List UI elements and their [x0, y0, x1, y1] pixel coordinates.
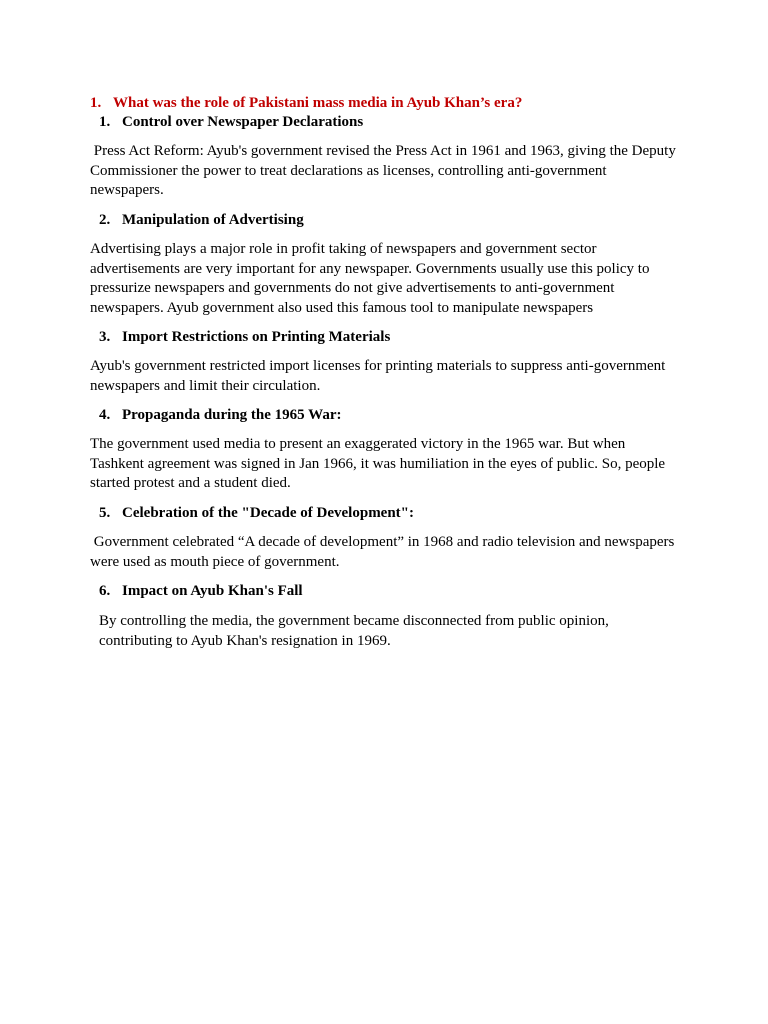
- section-title-3: Import Restrictions on Printing Materials: [122, 329, 391, 345]
- section-paragraph-5: Government celebrated “A decade of development” in 1968 and radio television and newspapers were used as mouth piece of government.: [90, 534, 675, 570]
- section-paragraph-3: Ayub's government restricted import licenses for printing materials to suppress anti-government newspapers and limit their circulation.: [90, 358, 666, 394]
- section-heading-1: [99, 113, 363, 133]
- question-text: What was the role of Pakistani mass media in Ayub Khan’s era?: [113, 95, 523, 111]
- section-heading-3: [99, 328, 390, 348]
- section-heading-4: [99, 406, 341, 426]
- section-paragraph-2: Advertising plays a major role in profit taking of newspapers and government sector advertisements are very important for any newspaper. Governments usually use this policy to pressurize newspapers and governments do not give advertisements to anti-government newspapers. Ayub government also used this famous tool to manipulate newspapers: [90, 241, 650, 316]
- question-heading: [90, 94, 522, 114]
- section-heading-6: [99, 582, 303, 602]
- section-number-4: 4.: [99, 407, 111, 423]
- section-heading-5: [99, 504, 414, 524]
- section-number-6: 6.: [99, 583, 111, 599]
- section-title-4: Propaganda during the 1965 War:: [122, 407, 342, 423]
- section-paragraph-4: The government used media to present an exaggerated victory in the 1965 war. But when Tashkent agreement was signed in Jan 1966, it was humiliation in the eyes of public. So, people started protest and a student died.: [90, 436, 666, 491]
- section-number-5: 5.: [99, 505, 111, 521]
- section-number-3: 3.: [99, 329, 111, 345]
- section-title-6: Impact on Ayub Khan's Fall: [122, 583, 303, 599]
- section-number-2: 2.: [99, 212, 111, 228]
- section-paragraph-1: Press Act Reform: Ayub's government revised the Press Act in 1961 and 1963, giving the Deputy Commissioner the power to treat declarations as licenses, controlling anti-government newspapers.: [90, 143, 676, 198]
- question-number: 1.: [90, 95, 102, 111]
- section-title-1: Control over Newspaper Declarations: [122, 114, 364, 130]
- section-number-1: 1.: [99, 114, 111, 130]
- section-title-5: Celebration of the "Decade of Development":: [122, 505, 415, 521]
- section-heading-2: [99, 211, 304, 231]
- section-title-2: Manipulation of Advertising: [122, 212, 304, 228]
- section-paragraph-6: By controlling the media, the government became disconnected from public opinion, contributing to Ayub Khan's resignation in 1969.: [99, 613, 609, 649]
